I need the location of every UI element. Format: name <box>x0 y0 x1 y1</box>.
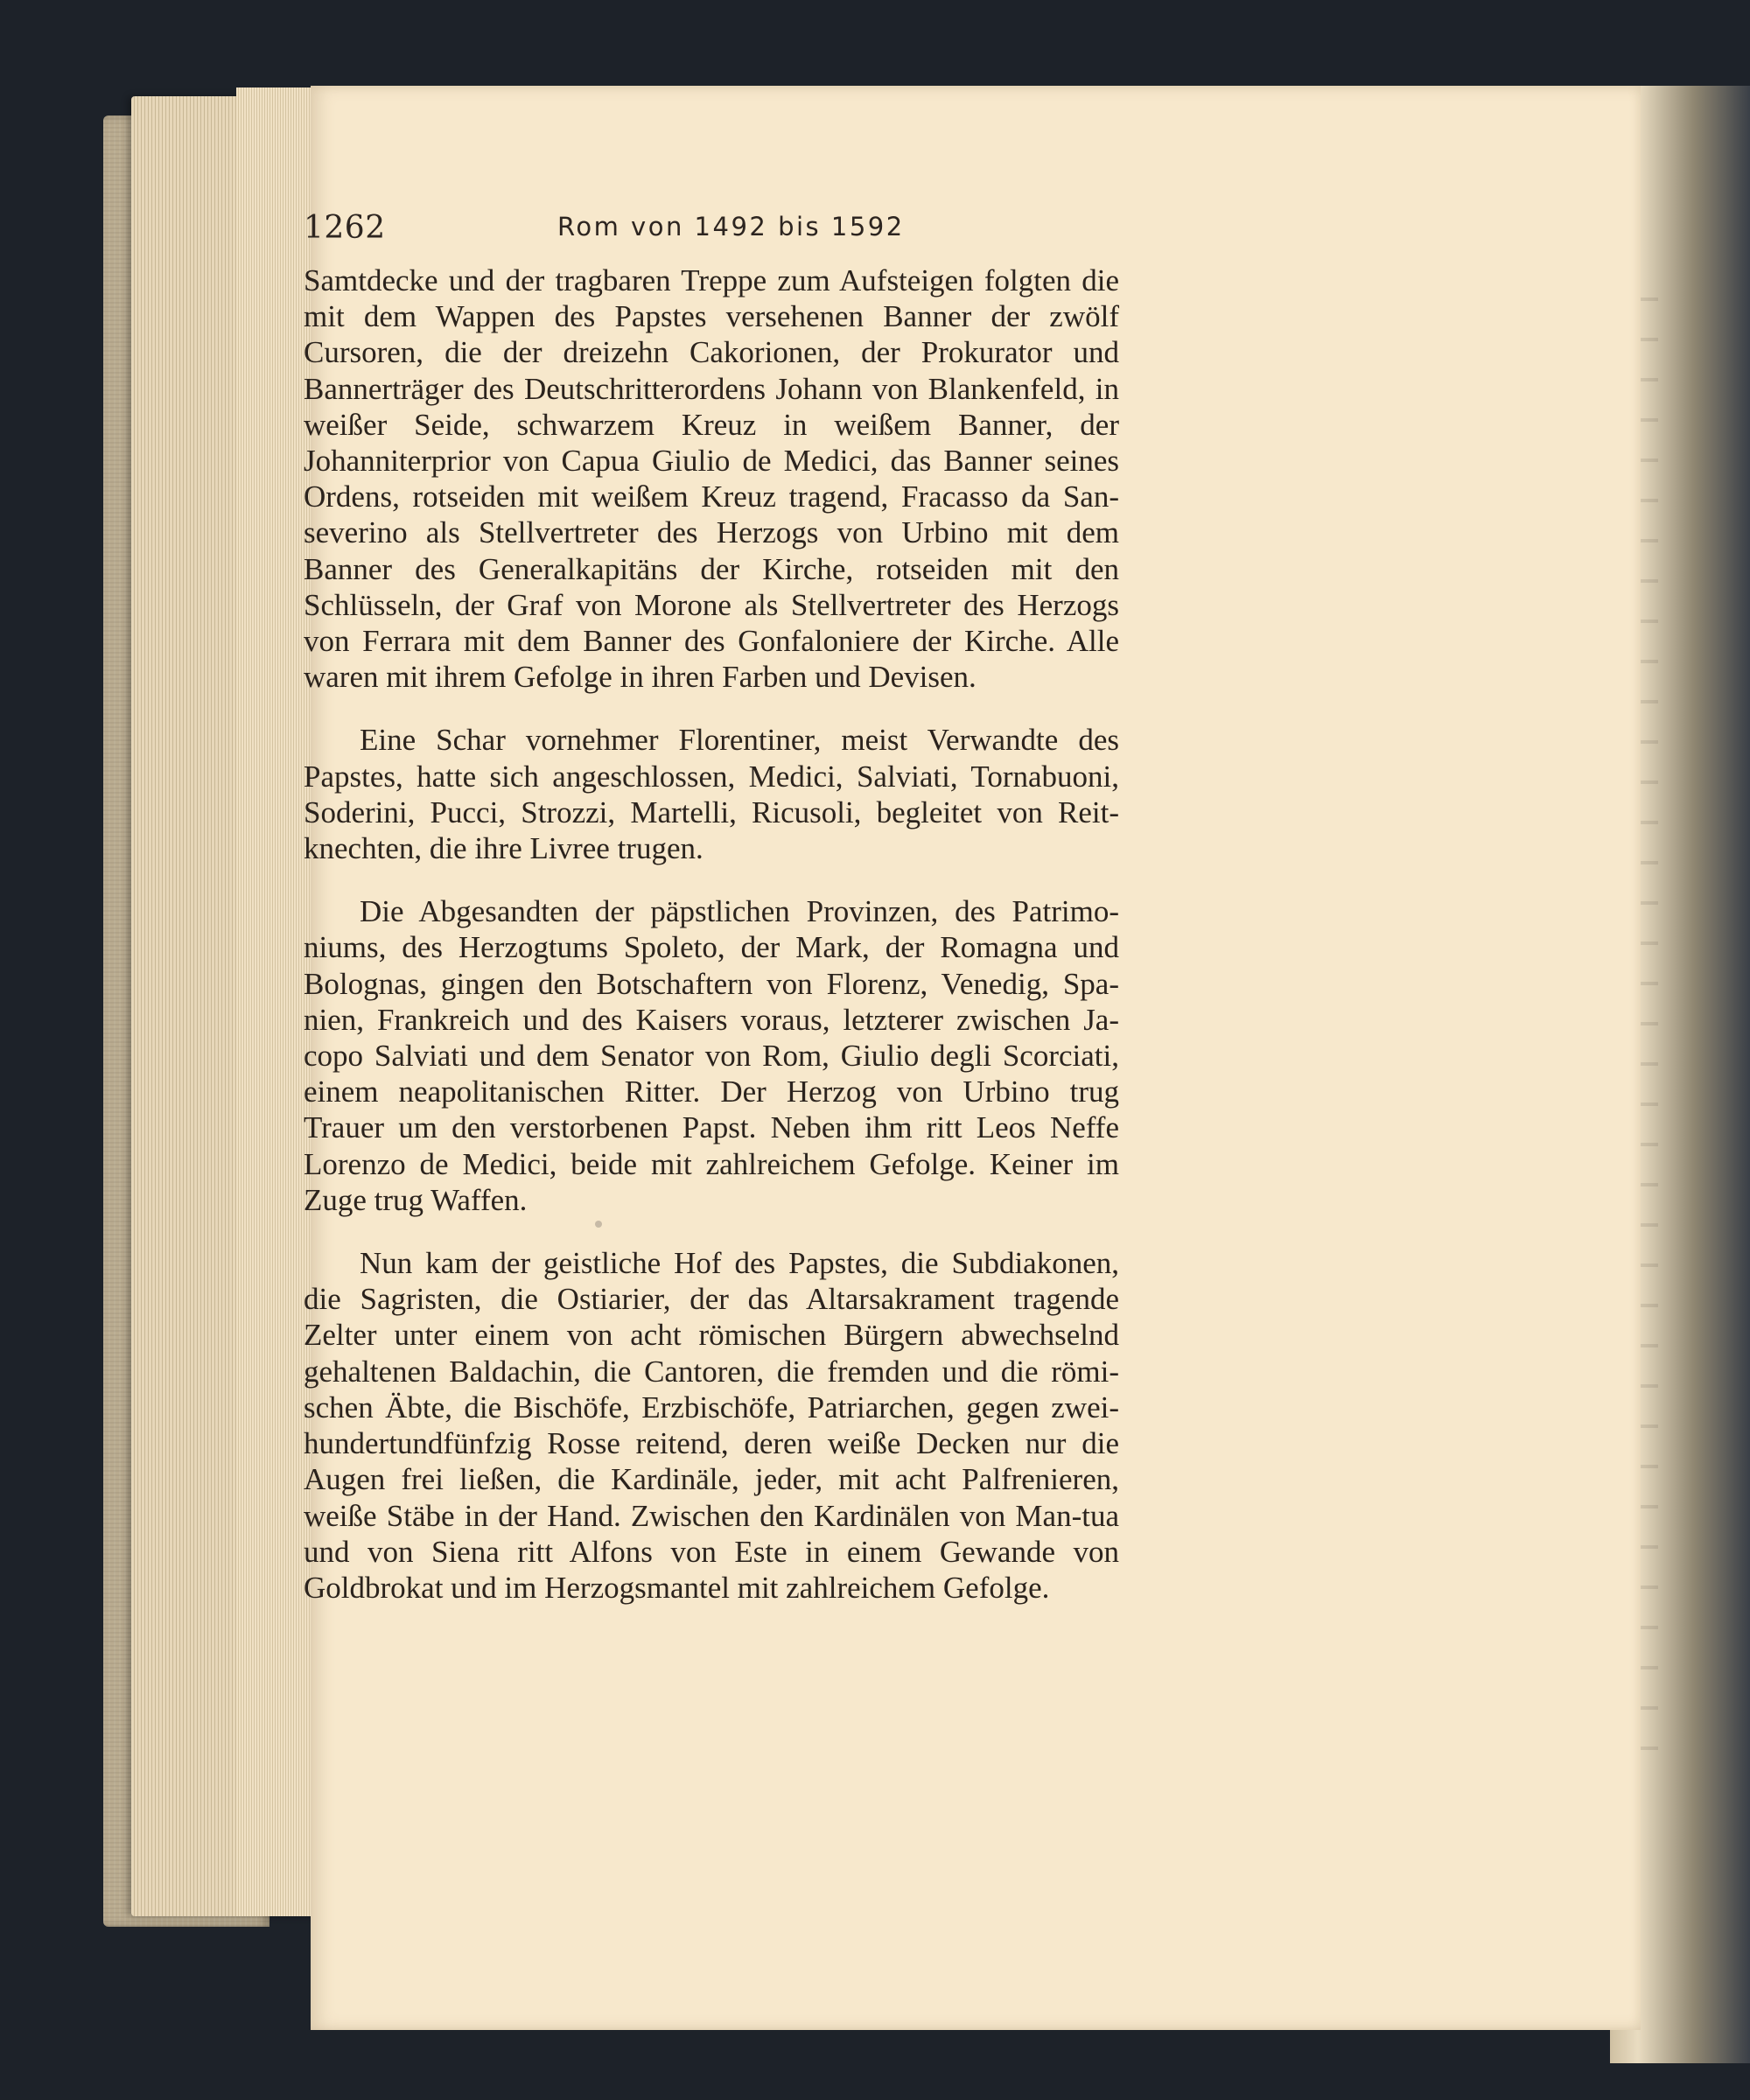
body-text <box>304 262 1119 1606</box>
paragraph-1: Samtdecke und der tragbaren Treppe zum Aufsteigen folgten die mit dem Wappen des Papstes versehenen Banner der zwölf Cursoren, die der dreizehn Cakorionen, der Prokurator und Bannerträger des Deutschritterordens Johann von Blankenfeld, in weißer Seide, schwarzem Kreuz in weißem Banner, der Johanniterprior von Capua Giulio de Medici, das Banner seines Ordens, rotseiden mit weißem Kreuz tragend, Fracasso da San-severino als Stellvertreter des Herzogs von Urbino mit dem Banner des Generalkapitäns der Kirche, rotseiden mit den Schlüsseln, der Graf von Morone als Stellvertreter des Herzogs von Ferrara mit dem Banner des Gonfaloniere der Kirche. Alle waren mit ihrem Gefolge in ihren Farben und Devisen. <box>304 263 1119 695</box>
paragraph-2: Eine Schar vornehmer Florentiner, meist Verwandte des Papstes, hatte sich angeschlossen, Medici, Salviati, Tornabuoni, Soderini, Pucci, Strozzi, Martelli, Ricusoli, begleitet von Reit-knechten, die ihre Livree trugen. <box>304 723 1119 866</box>
running-title: Rom von 1492 bis 1592 <box>557 212 905 242</box>
paper-blemish <box>595 1221 602 1228</box>
page-number: 1262 <box>304 210 386 246</box>
page-header <box>304 210 1109 262</box>
paragraph-4: Nun kam der geistliche Hof des Papstes, die Subdiakonen, die Sagristen, die Ostiarier, der das Altarsakrament tragende Zelter unter einem von acht römischen Bürgern abwechselnd gehaltenen Baldachin, die Cantoren, die fremden und die römi-schen Äbte, die Bischöfe, Erzbischöfe, Patriarchen, gegen zwei-hundertundfünfzig Rosse reitend, deren weiße Decken nur die Augen frei ließen, die Kardinäle, jeder, mit acht Palfrenieren, weiße Stäbe in der Hand. Zwischen den Kardinälen von Man-tua und von Siena ritt Alfons von Este in einem Gewande von Goldbrokat und im Herzogsmantel mit zahlreichem Gefolge. <box>304 1246 1119 1605</box>
paragraph-3: Die Abgesandten der päpstlichen Provinzen, des Patrimo-niums, des Herzogtums Spoleto, der Mark, der Romagna und Bolognas, gingen den Botschaftern von Florenz, Venedig, Spa-nien, Frankreich und des Kaisers voraus, letzterer zwischen Ja-copo Salviati und dem Senator von Rom, Giulio degli Scorciati, einem neapolitanischen Ritter. Der Herzog von Urbino trug Trauer um den verstorbenen Papst. Neben ihm ritt Leos Neffe Lorenzo de Medici, beide mit zahlreichem Gefolge. Keiner im Zuge trug Waffen. <box>304 894 1119 1217</box>
